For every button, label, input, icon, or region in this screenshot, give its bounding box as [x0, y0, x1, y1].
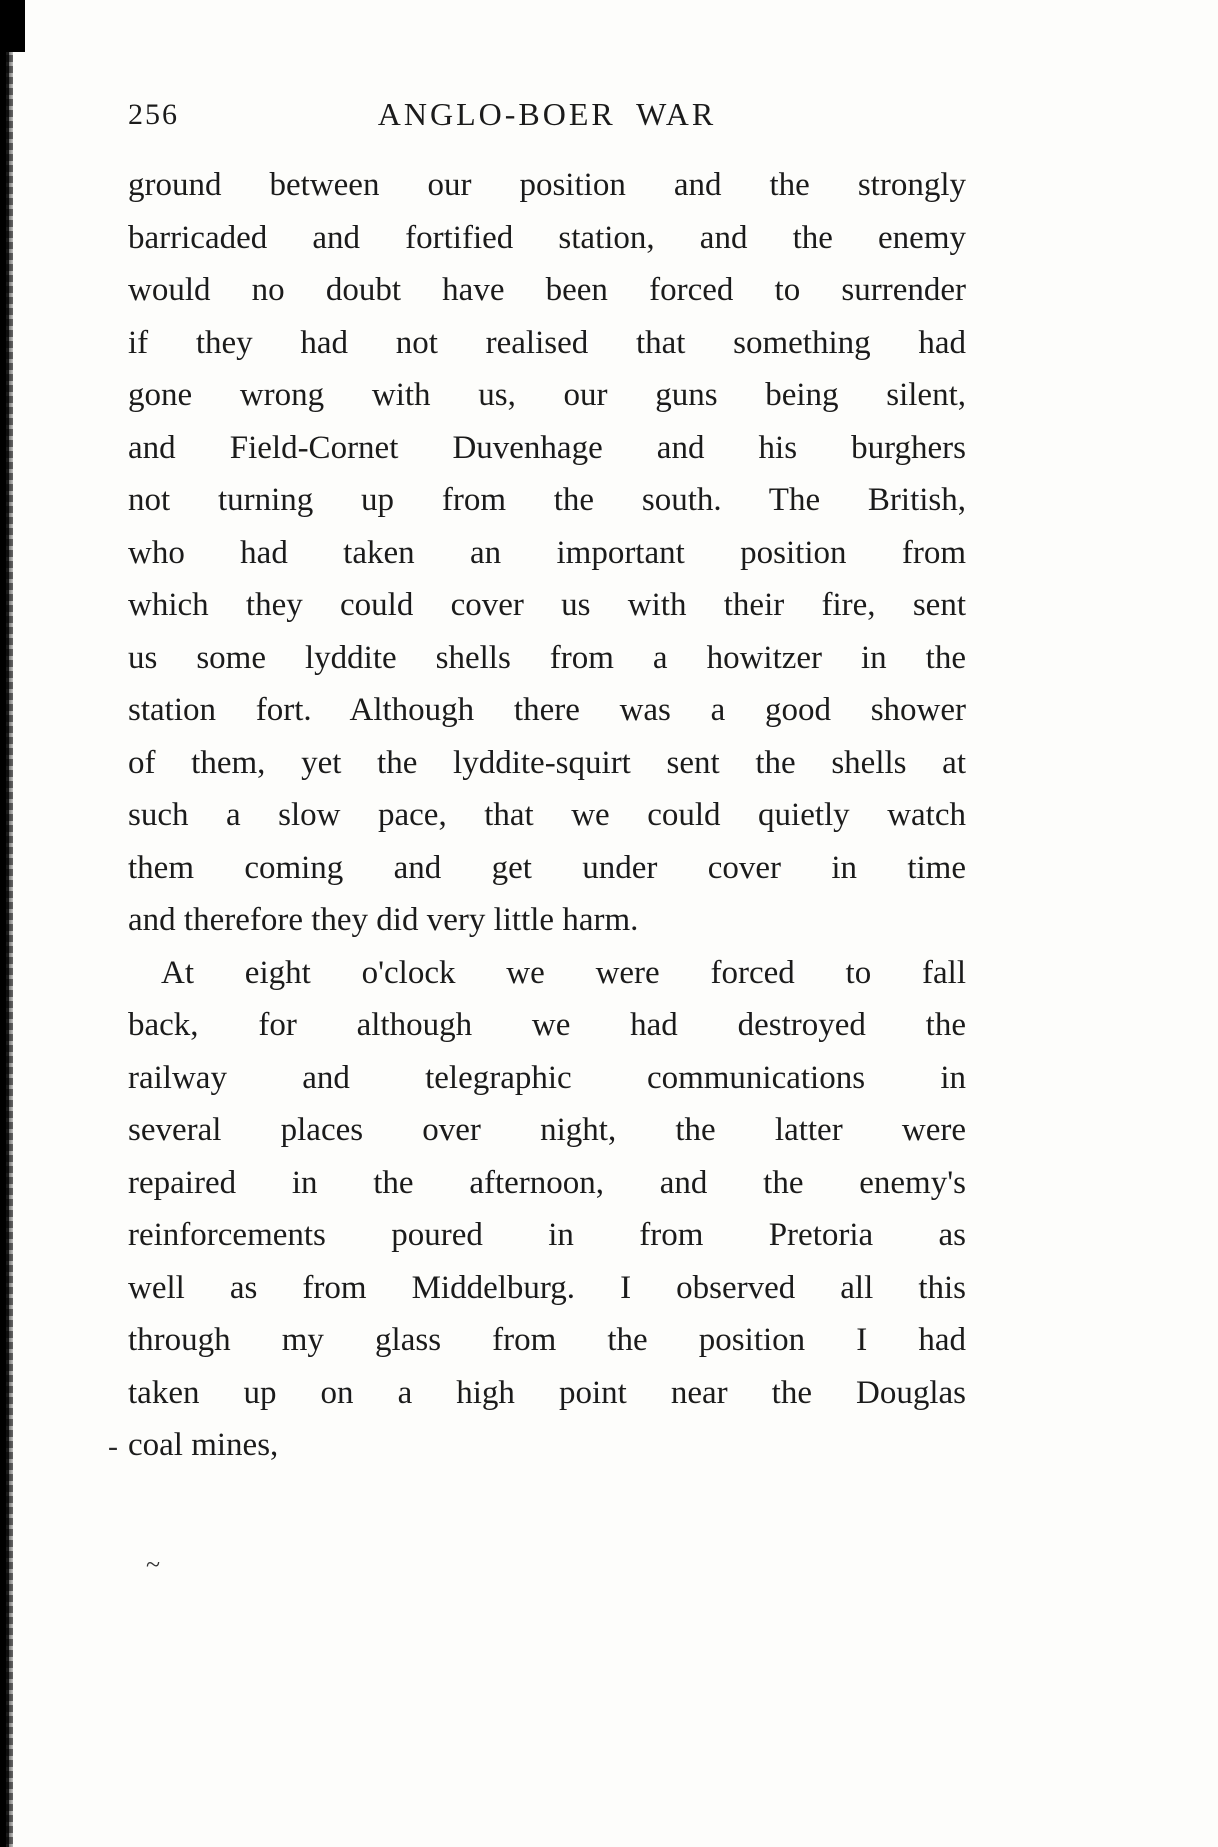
footer-squiggle-mark: ~ [146, 1550, 161, 1579]
running-title: ANGLO-BOER WAR [377, 96, 717, 132]
text-line: not turning up from the south. The British, [128, 482, 966, 518]
text-line: who had taken an important position from [128, 534, 966, 571]
text-line: gone wrong with us, our guns being silent, [128, 377, 966, 413]
text-line: well as from Middelburg. I observed all this [128, 1269, 966, 1306]
text-line: reinforcements poured in from Pretoria as [128, 1217, 966, 1253]
scan-corner-mark [0, 0, 25, 52]
page-number: 256 [128, 98, 179, 131]
scan-edge-bar [0, 0, 13, 1847]
text-line: if they had not realised that something had [128, 324, 966, 361]
text-line: back, for although we had destroyed the [128, 1007, 966, 1043]
text-line: ground between our position and the strongly [128, 167, 966, 203]
page-header [128, 96, 966, 138]
text-line: several places over night, the latter were [128, 1112, 966, 1148]
text-line: us some lyddite shells from a howitzer in the [128, 639, 966, 676]
page-content [128, 96, 966, 1472]
text-line: coal mines, [128, 1427, 279, 1463]
text-line: would no doubt have been forced to surrender [128, 272, 966, 308]
text-line: through my glass from the position I had [128, 1322, 966, 1358]
text-line: barricaded and fortified station, and the enemy [128, 219, 966, 256]
text-line: taken up on a high point near the Douglas [128, 1374, 966, 1411]
text-line: At eight o'clock we were forced to fall [161, 954, 966, 991]
text-line: them coming and get under cover in time [128, 849, 966, 886]
page-body [128, 159, 966, 1472]
text-line: repaired in the afternoon, and the enemy's [128, 1164, 966, 1201]
scan-edge-texture [6, 0, 13, 1847]
margin-dash-mark: - [108, 1430, 118, 1463]
text-line: which they could cover us with their fire, sent [128, 587, 966, 623]
text-line: and therefore they did very little harm. [128, 902, 639, 938]
text-line: and Field-Cornet Duvenhage and his burghers [128, 429, 966, 466]
text-line: of them, yet the lyddite-squirt sent the shells at [128, 744, 966, 781]
text-line: station fort. Although there was a good shower [128, 692, 966, 728]
text-line: railway and telegraphic communications in [128, 1059, 966, 1096]
text-line: such a slow pace, that we could quietly watch [128, 797, 966, 833]
